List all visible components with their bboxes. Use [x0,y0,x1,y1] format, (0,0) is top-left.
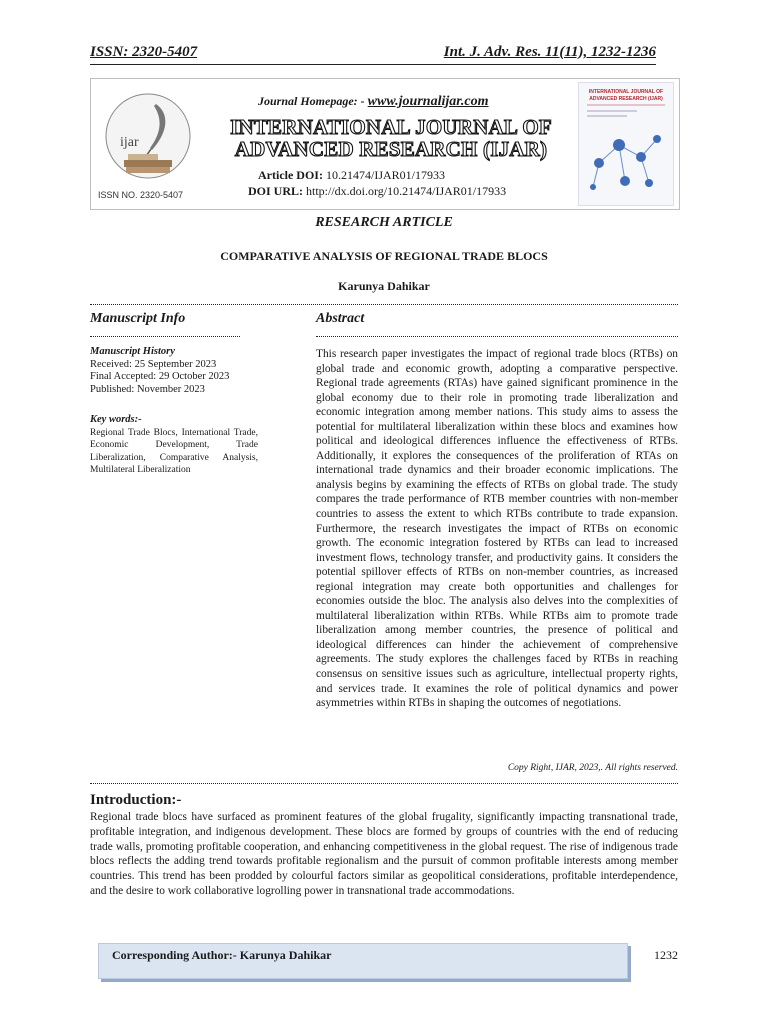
journal-title: INTERNATIONAL JOURNAL OF ADVANCED RESEARCH (IJAR) [230,115,552,161]
author-name: Karunya Dahikar [338,279,430,293]
dotted-divider [90,783,678,784]
homepage-label: Journal Homepage: - [258,94,365,108]
issn-number: ISSN NO. 2320-5407 [98,190,184,200]
published-date: Published: November 2023 [90,383,205,395]
journal-cover-image [578,82,674,206]
doi-value: 10.21474/IJAR01/17933 [325,168,445,182]
page-number: 1232 [654,948,678,962]
introduction-text: Regional trade blocs have surfaced as prominent features of the global frugality, significantly impacting transnational trade, profitable integration, and indigenous development. These blocs are formed by groups of countries with the end of reducing trade walls, promoting profitable cooperation, and enhancing competitiveness in the global request. The rise of indigenous trade blocs reflects the adding trend towards profitable regionalism and the pursuit of common profitable interests among member countries. This trend has been prodded by colourful factors similar as geopolitical considerations, profitable interdependence, and the desire to work collaborative logrolling power in transnational trade accommodations. [90,811,678,897]
header-citation: Int. J. Adv. Res. 11(11), 1232-1236 [443,44,656,60]
journal-homepage [258,94,489,110]
doi-url-label: DOI URL: [248,184,304,198]
cover-title-line1: INTERNATIONAL JOURNAL OF [588,89,664,95]
abstract-heading: Abstract [316,311,365,326]
dotted-divider [316,336,678,337]
abstract-text: This research paper investigates the impact of regional trade blocs (RTBs) on global trade and economic growth, adopting a comparative perspective. Regional trade agreements (RTAs) have gained significant prominence in the global economy due to their role in promoting trade liberalization and economic integration among member nations. This study aims to assess the potential for multilateral liberalization within these blocs and examines how political and ideological differences influence the effectiveness of RTBs. Additionally, it explores the consequences of the proliferation of RTAs on international trade dynamics and their broader economic implications. The analysis begins by examining the effects of RTBs on global trade. The study compares the trade performance of RTB member countries with non-member countries to assess the extent to which RTBs contribute to trade expansion. Furthermore, the research investigates the impact of RTBs on economic growth. The economic integration fostered by RTBs can lead to increased investment flows, technology transfer, and productivity gains. It considers the potential spillover effects of RTBs on non-member countries, as increased regional integration may create both opportunities and challenges for economies outside the bloc. The analysis also delves into the complexities of multilateral liberalization within RTBs. While RTBs aim to promote trade liberalization among member countries, the presence of political and ideological differences can hinder the achievement of comprehensive agreements. The study explores the challenges faced by RTBs in reaching consensus on sensitive issues such as agriculture, intellectual property rights, and services trade. It examines the role of political dynamics and power asymmetries within RTBs in shaping the outcomes of negotiations. [316,348,678,710]
doi-url-link[interactable]: http://dx.doi.org/10.21474/IJAR01/17933 [306,184,507,198]
received-date: Received: 25 September 2023 [90,358,217,370]
introduction-heading: Introduction:- [90,792,182,808]
cover-title-line2: ADVANCED RESEARCH (IJAR) [589,96,663,102]
dotted-divider [90,336,240,337]
header-issn: ISSN: 2320-5407 [90,44,198,60]
manuscript-history [90,346,258,396]
journal-logo [98,84,198,202]
doi-label: Article DOI: [258,168,323,182]
keywords-text: Regional Trade Blocs, International Trade, Economic Development, Trade Liberalization, Comparative Analysis, Multilateral Liberalization [90,427,258,475]
header-rule [90,64,656,65]
article-type: RESEARCH ARTICLE [315,215,453,230]
doi-url [248,184,506,199]
article-doi [258,168,445,183]
corresponding-author: Corresponding Author:- Karunya Dahikar [112,948,332,962]
homepage-link[interactable]: www.journalijar.com [367,94,489,109]
accepted-date: Final Accepted: 29 October 2023 [90,371,230,382]
paper-title: COMPARATIVE ANALYSIS OF REGIONAL TRADE BLOCS [220,249,548,263]
manuscript-info-heading: Manuscript Info [90,311,186,326]
keywords-block [90,414,258,477]
copyright-notice: Copy Right, IJAR, 2023,. All rights reserved. [507,763,678,773]
history-label: Manuscript History [90,346,175,357]
dotted-divider [90,304,678,305]
keywords-label: Key words:- [90,414,142,425]
logo-text: ijar [120,135,139,150]
